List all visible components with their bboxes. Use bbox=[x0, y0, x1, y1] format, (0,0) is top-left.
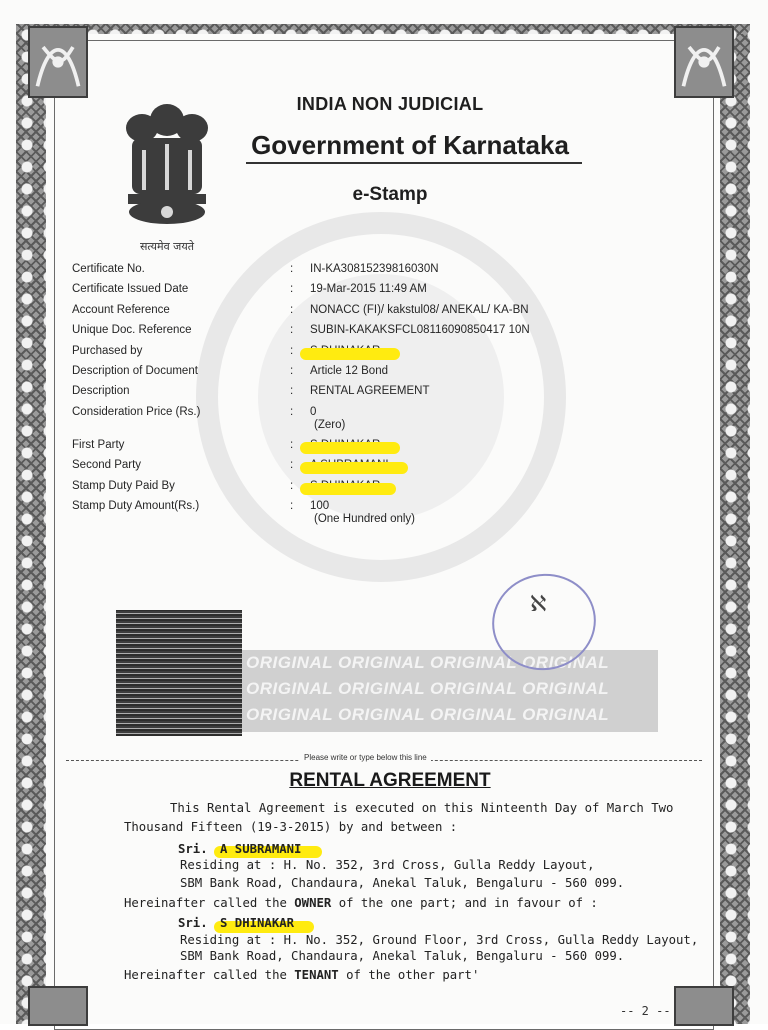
page-number: -- 2 -- bbox=[620, 1004, 671, 1018]
corner-ornament-icon bbox=[28, 26, 88, 98]
tenant-address-line-1: Residing at : H. No. 352, Ground Floor, 3rd Cross, Gulla Reddy Layout, bbox=[180, 933, 699, 947]
owner-name: A SUBRAMANI bbox=[220, 842, 302, 856]
field-row bbox=[72, 345, 672, 365]
owner-address-line-2: SBM Bank Road, Chandaura, Anekal Taluk, Bengaluru - 560 099. bbox=[180, 876, 625, 890]
redaction-highlight bbox=[300, 483, 396, 495]
field-label: Account Reference bbox=[72, 303, 170, 316]
redaction-highlight bbox=[300, 348, 400, 360]
field-separator: : bbox=[290, 385, 294, 398]
agreement-intro-line-2: Thousand Fifteen (19-3-2015) by and between : bbox=[124, 820, 458, 834]
header-line-1: INDIA NON JUDICIAL bbox=[296, 94, 484, 114]
redaction-highlight bbox=[300, 462, 408, 474]
banner-text: ORIGINAL ORIGINAL ORIGINAL ORIGINAL bbox=[246, 679, 610, 698]
owner-prefix: Sri. bbox=[178, 842, 208, 856]
field-value-words: (Zero) bbox=[314, 418, 346, 431]
field-value: 100 bbox=[310, 499, 330, 512]
field-separator: : bbox=[290, 324, 294, 337]
field-row bbox=[72, 406, 672, 439]
field-value: NONACC (FI)/ kakstul08/ ANEKAL/ KA-BN bbox=[310, 303, 529, 316]
field-value: IN-KA30815239816030N bbox=[310, 263, 439, 275]
field-separator: : bbox=[290, 344, 294, 357]
field-row bbox=[72, 385, 672, 405]
field-value-words: (One Hundred only) bbox=[314, 512, 415, 525]
ornamental-border-right bbox=[720, 24, 750, 1024]
field-separator: : bbox=[290, 263, 294, 275]
field-label: Stamp Duty Paid By bbox=[72, 479, 175, 492]
field-row bbox=[72, 480, 672, 500]
field-row bbox=[72, 283, 672, 303]
banner-text: ORIGINAL ORIGINAL ORIGINAL ORIGINAL bbox=[246, 705, 610, 724]
emblem-motto: सत्यमेव जयते bbox=[139, 240, 195, 253]
owner-role-line: Hereinafter called the OWNER of the one part; and in favour of : bbox=[124, 896, 598, 910]
field-label: Stamp Duty Amount(Rs.) bbox=[72, 499, 200, 512]
owner-role-term: OWNER bbox=[294, 896, 332, 910]
header-estamp-title: e-Stamp bbox=[352, 184, 428, 205]
tenant-prefix: Sri. bbox=[178, 916, 208, 930]
national-emblem-icon bbox=[118, 98, 216, 258]
corner-ornament-icon bbox=[28, 986, 88, 1026]
tenant-address-line-2: SBM Bank Road, Chandaura, Anekal Taluk, Bengaluru - 560 099. bbox=[180, 949, 625, 963]
field-label: Second Party bbox=[72, 459, 142, 472]
field-label: Purchased by bbox=[72, 344, 143, 357]
field-label: Consideration Price (Rs.) bbox=[72, 405, 201, 418]
field-label: Unique Doc. Reference bbox=[72, 324, 192, 337]
field-value: SUBIN-KAKAKSFCL08116090850417 10N bbox=[310, 324, 530, 337]
field-separator: : bbox=[290, 459, 294, 472]
field-separator: : bbox=[290, 499, 294, 512]
field-separator: : bbox=[290, 405, 294, 418]
field-row bbox=[72, 439, 672, 459]
field-label: Description of Document bbox=[72, 364, 198, 377]
corner-ornament-icon bbox=[674, 986, 734, 1026]
ornamental-border-left bbox=[16, 24, 46, 1024]
field-label: First Party bbox=[72, 438, 125, 451]
agreement-title: RENTAL AGREEMENT bbox=[289, 770, 491, 791]
field-label: Certificate Issued Date bbox=[72, 283, 189, 296]
header-government-title: Government of Karnataka bbox=[251, 130, 569, 160]
field-value: 19-Mar-2015 11:49 AM bbox=[310, 283, 427, 296]
field-separator: : bbox=[290, 303, 294, 316]
field-row bbox=[72, 500, 672, 533]
certificate-fields bbox=[72, 263, 672, 533]
field-label: Description bbox=[72, 385, 130, 398]
qr-code-image bbox=[116, 610, 242, 736]
tenant-role-term: TENANT bbox=[294, 968, 339, 982]
field-row bbox=[72, 304, 672, 324]
title-underline bbox=[246, 162, 582, 164]
field-row bbox=[72, 324, 672, 344]
field-value: Article 12 Bond bbox=[310, 364, 388, 377]
field-value: 0 bbox=[310, 405, 317, 418]
corner-ornament-icon bbox=[674, 26, 734, 98]
field-separator: : bbox=[290, 479, 294, 492]
field-label: Certificate No. bbox=[72, 263, 145, 275]
banner-text: ORIGINAL ORIGINAL ORIGINAL ORIGINAL bbox=[246, 653, 610, 672]
field-separator: : bbox=[290, 364, 294, 377]
owner-address-line-1: Residing at : H. No. 352, 3rd Cross, Gulla Reddy Layout, bbox=[180, 858, 595, 872]
agreement-intro-line-1: This Rental Agreement is executed on this Ninteenth Day of March Two bbox=[170, 801, 674, 815]
field-separator: : bbox=[290, 283, 294, 296]
signature-mark-icon: ℵ bbox=[530, 592, 547, 617]
tenant-role-line: Hereinafter called the TENANT of the other part' bbox=[124, 968, 480, 982]
tenant-name: S DHINAKAR bbox=[220, 916, 295, 930]
ornamental-border-top bbox=[16, 24, 750, 34]
field-separator: : bbox=[290, 438, 294, 451]
redaction-highlight bbox=[300, 442, 400, 454]
field-row bbox=[72, 459, 672, 479]
original-watermark-banner bbox=[242, 650, 658, 732]
field-value: RENTAL AGREEMENT bbox=[310, 385, 430, 398]
field-row bbox=[72, 263, 672, 283]
field-row bbox=[72, 365, 672, 385]
separator-note: Please write or type below this line bbox=[300, 753, 431, 762]
